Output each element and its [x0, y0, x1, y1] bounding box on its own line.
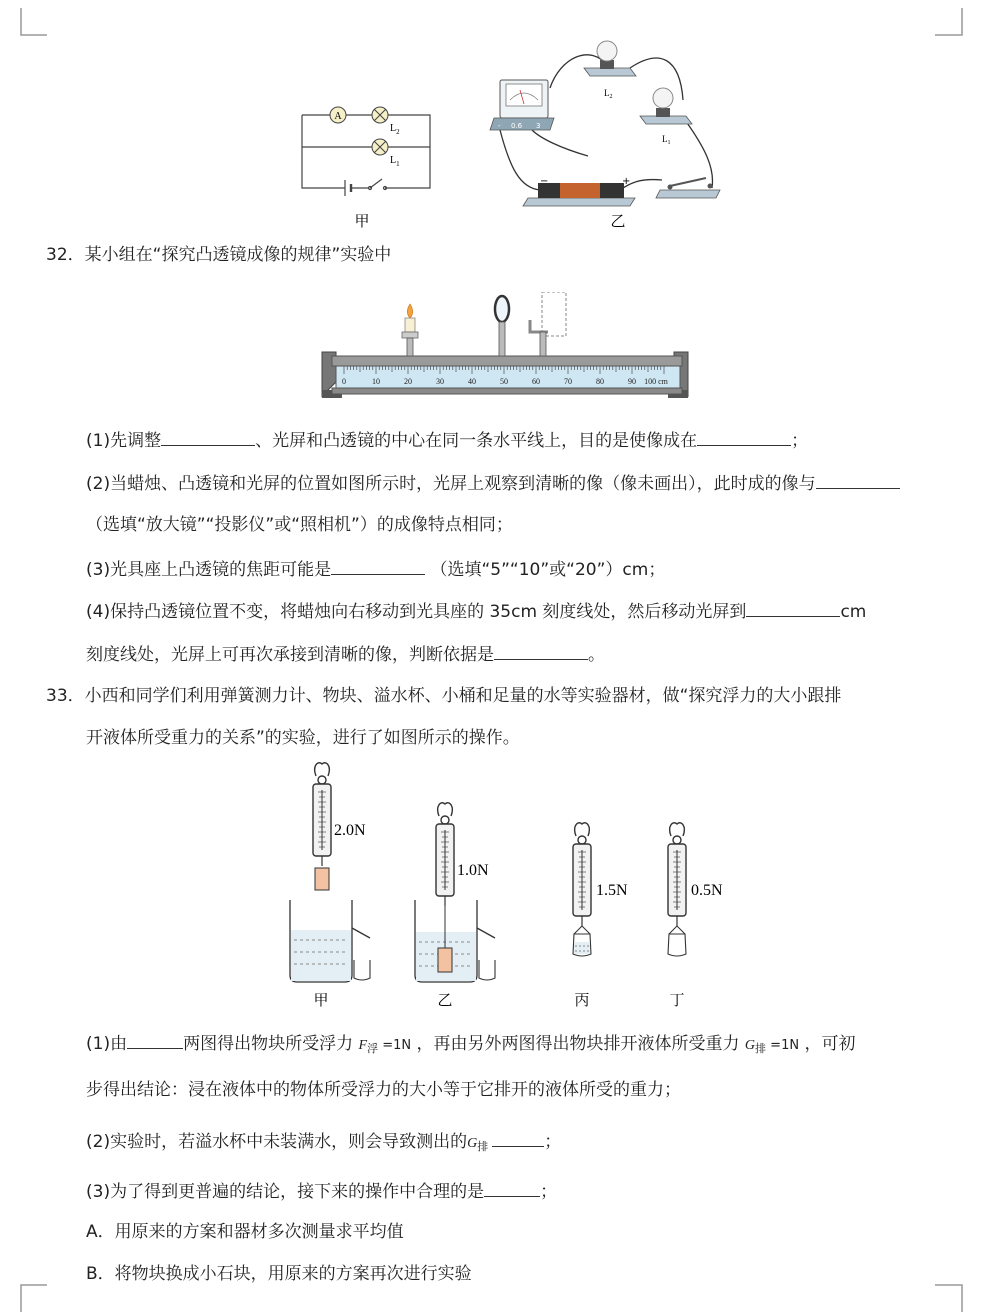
q33-title-cont: 开液体所受重力的关系”的实验，进行了如图所示的操作。 [86, 728, 520, 748]
q32-part3: (3)光具座上凸透镜的焦距可能是 （选填“5”“10”或“20”）cm； [86, 556, 665, 582]
reading-jia: 2.0N [334, 822, 366, 839]
bench-tick-label: 100 cm [644, 377, 668, 386]
bench-tick-label: 70 [564, 377, 572, 386]
caption-bing: 丙 [574, 991, 590, 1009]
caption-yi: 乙 [610, 212, 626, 230]
reading-bing: 1.5N [596, 882, 628, 899]
bench-tick-label: 40 [468, 377, 476, 386]
q33-option-a: A．用原来的方案和器材多次测量求平均值 [86, 1222, 404, 1242]
q33-blank-3[interactable] [484, 1178, 540, 1197]
svg-text:+: + [622, 176, 631, 187]
candle [402, 304, 418, 356]
svg-text:A: A [334, 111, 342, 122]
bench-tick-label: 10 [372, 377, 380, 386]
ammeter-device [490, 80, 554, 130]
bench-tick-label: 50 [500, 377, 508, 386]
bench-tick-label: 60 [532, 377, 540, 386]
reading-ding: 0.5N [691, 882, 723, 899]
bench-tick-label: 20 [404, 377, 412, 386]
q33-part2: (2)实验时，若溢水杯中未装满水，则会导致测出的$G_排$ ； [86, 1128, 561, 1159]
caption-jia: 甲 [354, 212, 370, 230]
caption-ding: 丁 [669, 991, 685, 1009]
physical-circuit-yi [480, 38, 730, 233]
q32-part2-cont: （选填“放大镜”“投影仪”或“照相机”）的成像特点相同； [86, 515, 513, 535]
circuit-diagram-jia [290, 95, 440, 235]
bench-tick-label: 30 [436, 377, 444, 386]
bulb-l1-device [640, 88, 692, 146]
setup-jia [313, 763, 366, 890]
svg-text:0.6: 0.6 [511, 122, 523, 130]
bench-tick-label: 80 [596, 377, 604, 386]
overflow-cup-yi [415, 900, 495, 982]
q33-part3: (3)为了得到更普遍的结论，接下来的操作中合理的是 ； [86, 1178, 557, 1204]
svg-text:L2: $L_2$ [604, 88, 613, 100]
corner-mark-top-right [935, 8, 963, 36]
q33-title: 33．小西和同学们利用弹簧测力计、物块、溢水杯、小桶和足量的水等实验器材，做“探究浮力的大小跟排 [46, 686, 842, 706]
bulb-l2-device [584, 41, 636, 100]
svg-text:L1: $L_1$ [662, 134, 671, 146]
q32-part1: (1)先调整 、光屏和凸透镜的中心在同一条水平线上，目的是使像成在 ； [86, 427, 808, 453]
q32-blank-5[interactable] [746, 598, 840, 617]
ammeter-symbol [330, 107, 346, 123]
corner-mark-bottom-left [20, 1284, 48, 1312]
optical-bench [316, 292, 706, 407]
svg-text:-: - [498, 122, 501, 130]
corner-mark-bottom-right [935, 1284, 963, 1312]
caption-jia-33: 甲 [313, 991, 329, 1009]
caption-yi-33: 乙 [437, 991, 453, 1009]
buoyancy-experiment-figure [280, 760, 750, 1015]
q33-option-b: B．将物块换成小石块，用原来的方案再次进行实验 [86, 1264, 472, 1284]
svg-text:L2: $L_2$ [390, 123, 400, 136]
svg-text:3: 3 [536, 122, 541, 130]
overflow-cup-jia [290, 900, 370, 982]
q33-part1: (1)由 两图得出物块所受浮力 $F_浮 =1N$ ，再由另外两图得出物块排开液体所受重力 $G_排 =1N$ ，可初 [86, 1030, 855, 1061]
q32-part4: (4)保持凸透镜位置不变，将蜡烛向右移动到光具座的 35cm 刻度线处，然后移动光屏到 cm [86, 598, 866, 624]
setup-yi [436, 803, 489, 906]
bench-tick-label: 0 [342, 377, 346, 386]
bench-tick-label: 90 [628, 377, 636, 386]
q32-blank-1[interactable] [161, 427, 255, 446]
q33-blank-1[interactable] [127, 1030, 183, 1049]
q32-blank-4[interactable] [331, 556, 425, 575]
q33-blank-2[interactable] [492, 1128, 544, 1147]
lamp-l2-symbol [372, 107, 400, 136]
q32-part4-cont: 刻度线处，光屏上可再次承接到清晰的像，判断依据是 。 [86, 641, 605, 667]
convex-lens [495, 296, 509, 356]
svg-text:−: − [540, 176, 549, 187]
corner-mark-top-left [20, 8, 48, 36]
q32-blank-3[interactable] [816, 470, 900, 489]
switch-symbol [369, 179, 387, 190]
reading-yi: 1.0N [457, 862, 489, 879]
battery-symbol [345, 180, 368, 196]
switch-device [656, 178, 720, 198]
battery-holder-device [523, 176, 635, 206]
q33-part1-cont: 步得出结论：浸在液体中的物体所受浮力的大小等于它排开的液体所受的重力； [86, 1080, 681, 1100]
setup-bing [573, 823, 628, 956]
lamp-l1-symbol [372, 139, 400, 168]
svg-text:L1: $L_1$ [390, 155, 400, 168]
light-screen [530, 292, 566, 356]
setup-ding [668, 823, 723, 956]
q32-blank-2[interactable] [697, 427, 791, 446]
q32-title: 32．某小组在“探究凸透镜成像的规律”实验中 [46, 245, 392, 265]
q32-blank-6[interactable] [494, 641, 588, 660]
q32-part2: (2)当蜡烛、凸透镜和光屏的位置如图所示时，光屏上观察到清晰的像（像未画出），此时成的像与 [86, 470, 900, 496]
